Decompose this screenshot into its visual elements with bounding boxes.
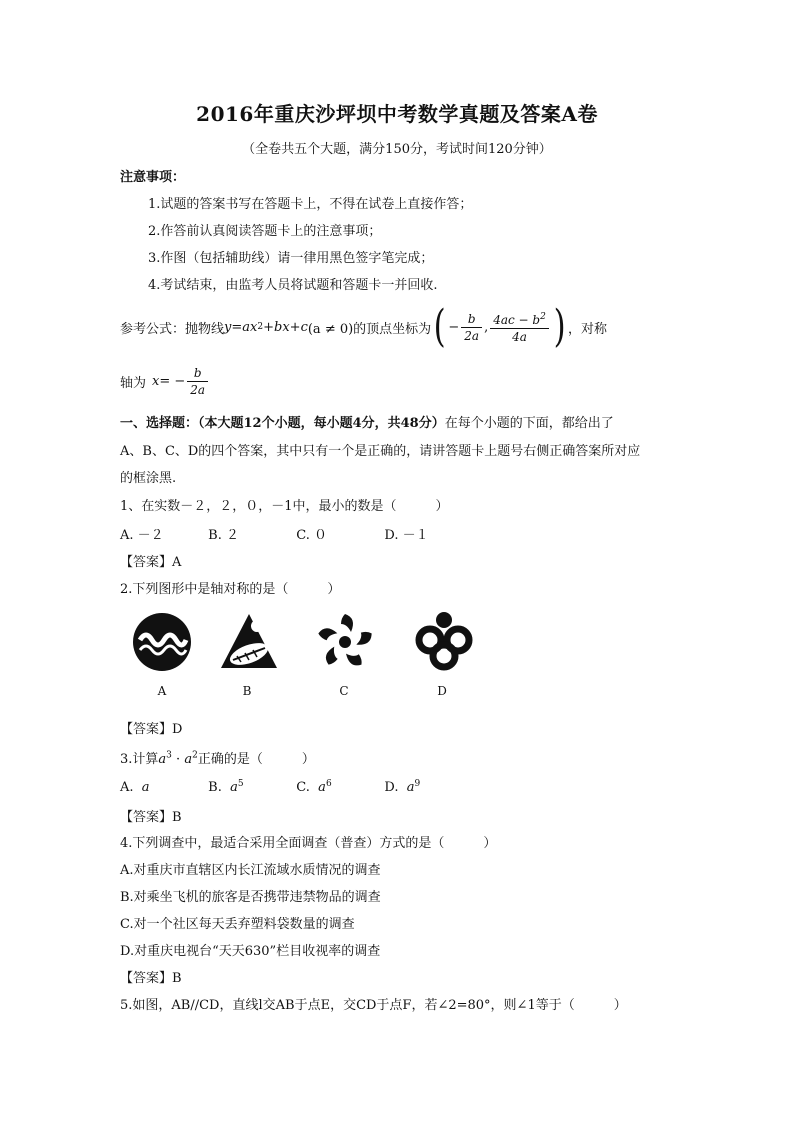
fraction-denominator: 2a bbox=[464, 328, 480, 343]
option: A. －２ bbox=[120, 528, 164, 543]
note-item: 2.作答前认真阅读答题卡上的注意事项； bbox=[148, 224, 382, 239]
formula-ax: ax bbox=[242, 319, 258, 335]
formula-plus: + bbox=[289, 319, 301, 335]
answer-label: 【答案】 bbox=[120, 555, 173, 570]
option-var: a bbox=[406, 780, 415, 796]
section-intro: A、B、C、D的四个答案，其中只有一个是正确的，请讲答题卡上题号右侧正确答案所对应 bbox=[120, 444, 641, 459]
section-intro-line bbox=[120, 412, 614, 431]
stem-exp: 3 bbox=[166, 750, 172, 761]
figure-label: D bbox=[437, 684, 447, 698]
page-subtitle: （全卷共五个大题，满分150分，考试时间120分钟） bbox=[242, 142, 552, 157]
note-item: 3.作图（包括辅助线）请一律用黑色签字笔完成； bbox=[148, 251, 434, 266]
formula-condition: (a ≠ 0)的顶点坐标为 bbox=[307, 321, 432, 337]
answer-value: D bbox=[172, 722, 183, 737]
option bbox=[120, 779, 204, 795]
option: C. ０ bbox=[296, 528, 328, 543]
fraction-b-2a bbox=[461, 311, 482, 344]
option: B.对乘坐飞机的旅客是否携带违禁物品的调查 bbox=[120, 890, 381, 905]
section-intro: 在每个小题的下面，都给出了 bbox=[444, 416, 614, 431]
figure-a-wave-icon bbox=[130, 610, 194, 674]
formula-c: c bbox=[300, 319, 308, 335]
note-item: 1.试题的答案书写在答题卡上，不得在试卷上直接作答； bbox=[148, 197, 473, 212]
formula-comma: , bbox=[484, 319, 489, 335]
axis-formula bbox=[120, 362, 210, 400]
figure-b-triangle-icon bbox=[217, 610, 281, 674]
option bbox=[208, 779, 292, 795]
option-letter: D. bbox=[384, 780, 399, 796]
fraction-axis bbox=[187, 365, 208, 398]
stem-var: a bbox=[184, 752, 193, 767]
option-var: a bbox=[230, 780, 238, 796]
option: A.对重庆市直辖区内长江流域水质情况的调查 bbox=[120, 863, 381, 878]
section-intro: 的框涂黑. bbox=[120, 471, 177, 486]
answer-label: 【答案】 bbox=[120, 722, 173, 737]
figure-label: B bbox=[242, 684, 252, 698]
section-heading: 一、选择题：（本大题12个小题，每小题4分，共48分） bbox=[120, 416, 445, 431]
note-item: 4.考试结束，由监考人员将试题和答题卡一并回收. bbox=[148, 278, 438, 293]
formula-neg: − bbox=[448, 319, 460, 335]
question-options bbox=[120, 779, 468, 795]
formula-bx: bx bbox=[274, 319, 290, 335]
formula-eq: = bbox=[231, 319, 243, 335]
option bbox=[384, 779, 468, 795]
stem-text: 3.计算 bbox=[120, 752, 159, 767]
option bbox=[296, 779, 380, 795]
option-var: a bbox=[141, 780, 150, 796]
answer-value: B bbox=[172, 810, 182, 825]
question-stem: 5.如图，AB//CD，直线l交AB于点E，交CD于点F，若∠2=80°，则∠1等于（ ） bbox=[120, 998, 627, 1013]
question-stem: 2.下列图形中是轴对称的是（ ） bbox=[120, 582, 341, 597]
stem-dot: · bbox=[171, 752, 185, 767]
question-options bbox=[120, 524, 468, 543]
question-stem bbox=[120, 748, 315, 767]
option-letter: A. bbox=[120, 780, 134, 796]
figure-c-swirl-icon bbox=[313, 610, 377, 674]
left-paren: ( bbox=[433, 301, 446, 352]
option-exp: 5 bbox=[237, 779, 244, 789]
fraction-denominator: 4a bbox=[512, 330, 527, 344]
question-stem: 1、在实数－２，２，０，－1中，最小的数是（ ） bbox=[120, 499, 449, 514]
formula-exp: 2 bbox=[540, 312, 546, 322]
answer-value: B bbox=[172, 971, 182, 986]
answer-label: 【答案】 bbox=[120, 971, 173, 986]
answer bbox=[120, 551, 181, 570]
page-title: 2016年重庆沙坪坝中考数学真题及答案A卷 bbox=[196, 102, 598, 126]
axis-eq: = − bbox=[159, 373, 186, 389]
option-letter: B. bbox=[208, 780, 222, 796]
stem-exp: 2 bbox=[192, 750, 198, 761]
option-exp: 9 bbox=[414, 779, 421, 789]
right-paren: ) bbox=[553, 301, 566, 352]
formula-y: y bbox=[224, 319, 232, 335]
fraction-denominator: 2a bbox=[190, 382, 206, 397]
formula-lead: 参考公式：抛物线 bbox=[120, 321, 225, 337]
fraction-numerator bbox=[490, 309, 549, 329]
figure-label: C bbox=[339, 684, 349, 698]
axis-lead: 轴为 bbox=[120, 375, 147, 391]
fraction-4ac bbox=[490, 309, 549, 345]
fraction-numerator: b bbox=[461, 311, 482, 328]
answer-label: 【答案】 bbox=[120, 810, 173, 825]
stem-text: 正确的是（ ） bbox=[197, 752, 315, 767]
fraction-numerator-text: 4ac − b bbox=[493, 313, 541, 327]
figure-label: A bbox=[157, 684, 167, 698]
notes-heading: 注意事项： bbox=[120, 170, 186, 185]
answer bbox=[120, 718, 182, 737]
option: B. ２ bbox=[208, 528, 239, 543]
fraction-numerator: b bbox=[187, 365, 208, 382]
answer bbox=[120, 806, 182, 825]
option: D. －１ bbox=[384, 528, 429, 543]
option: C.对一个社区每天丢弃塑料袋数量的调查 bbox=[120, 917, 355, 932]
answer bbox=[120, 967, 182, 986]
axis-x: x bbox=[152, 373, 160, 389]
stem-var: a bbox=[158, 752, 167, 767]
option-var: a bbox=[318, 780, 326, 796]
formula-exp: 2 bbox=[257, 322, 264, 332]
formula-plus: + bbox=[263, 319, 275, 335]
option-letter: C. bbox=[296, 780, 310, 796]
formula-tail: ，对称 bbox=[567, 321, 607, 337]
reference-formula bbox=[120, 302, 607, 352]
question-stem: 4.下列调查中，最适合采用全面调查（普查）方式的是（ ） bbox=[120, 836, 497, 851]
figure-d-three-circles-icon bbox=[412, 608, 476, 672]
option: D.对重庆电视台“天天630”栏目收视率的调查 bbox=[120, 944, 381, 959]
option-exp: 6 bbox=[325, 779, 332, 789]
answer-value: A bbox=[172, 555, 182, 570]
